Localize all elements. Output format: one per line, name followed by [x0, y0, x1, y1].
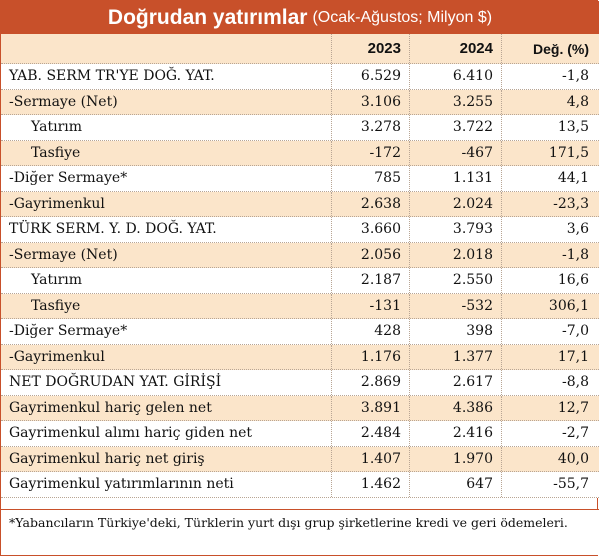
value-2024: 1.970 [409, 447, 501, 472]
value-2023: 2.187 [331, 268, 409, 293]
value-2023: 1.462 [331, 472, 409, 497]
table-row [1, 64, 599, 90]
row-label: -Diğer Sermaye* [9, 323, 128, 340]
change-percent: 12,7 [501, 396, 599, 421]
change-percent: 40,0 [501, 447, 599, 472]
change-percent: 4,8 [501, 90, 599, 115]
change-percent: 13,5 [501, 115, 599, 140]
header-row [1, 34, 599, 64]
table-row [1, 217, 599, 243]
change-percent: 16,6 [501, 268, 599, 293]
table-row [1, 115, 599, 141]
row-label: -Gayrimenkul [9, 348, 105, 365]
table-row [1, 192, 599, 218]
value-2024: 1.131 [409, 166, 501, 191]
value-2024: 2.018 [409, 243, 501, 268]
row-label: Gayrimenkul hariç gelen net [9, 399, 212, 416]
value-2023: 3.891 [331, 396, 409, 421]
table-row [1, 268, 599, 294]
header-label-cell [1, 34, 331, 63]
change-percent: -8,8 [501, 370, 599, 395]
table-row [1, 370, 599, 396]
row-label: Gayrimenkul yatırımlarının neti [9, 476, 234, 493]
table-row [1, 396, 599, 422]
table-row [1, 90, 599, 116]
row-label: -Gayrimenkul [9, 195, 105, 212]
value-2023: 2.056 [331, 243, 409, 268]
value-2024: 6.410 [409, 64, 501, 89]
value-2024: 2.024 [409, 192, 501, 217]
value-2023: 785 [331, 166, 409, 191]
value-2023: 1.407 [331, 447, 409, 472]
table-subtitle: (Ocak-Ağustos; Milyon $) [312, 8, 493, 26]
change-percent: 171,5 [501, 141, 599, 166]
header-2024: 2024 [409, 34, 501, 63]
row-label: Yatırım [31, 119, 83, 136]
table-title: Doğrudan yatırımlar [107, 5, 308, 29]
change-percent: -7,0 [501, 319, 599, 344]
table-row [1, 345, 599, 371]
value-2024: 1.377 [409, 345, 501, 370]
value-2024: 3.722 [409, 115, 501, 140]
value-2023: 3.660 [331, 217, 409, 242]
row-label: -Sermaye (Net) [9, 246, 118, 263]
row-label: Tasfiye [31, 297, 81, 314]
table-row [1, 447, 599, 473]
value-2024: 2.550 [409, 268, 501, 293]
change-percent: -2,7 [501, 421, 599, 446]
row-label: -Diğer Sermaye* [9, 170, 128, 187]
row-label: Yatırım [31, 272, 83, 289]
value-2023: 6.529 [331, 64, 409, 89]
table-row [1, 472, 599, 498]
change-percent: 44,1 [501, 166, 599, 191]
value-2023: 3.106 [331, 90, 409, 115]
change-percent: 17,1 [501, 345, 599, 370]
value-2023: 2.638 [331, 192, 409, 217]
row-label: Tasfiye [31, 144, 81, 161]
row-label: -Sermaye (Net) [9, 93, 118, 110]
title-bar [1, 1, 599, 34]
data-table [1, 34, 599, 498]
value-2024: 3.255 [409, 90, 501, 115]
value-2023: 428 [331, 319, 409, 344]
row-label: YAB. SERM TR'YE DOĞ. YAT. [9, 68, 215, 85]
change-percent: -1,8 [501, 243, 599, 268]
value-2024: 647 [409, 472, 501, 497]
row-label: TÜRK SERM. Y. D. DOĞ. YAT. [9, 221, 217, 238]
value-2023: -172 [331, 141, 409, 166]
table-row [1, 243, 599, 269]
header-change-percent: Değ. (%) [501, 34, 599, 63]
value-2023: 1.176 [331, 345, 409, 370]
value-2023: 2.869 [331, 370, 409, 395]
table-row [1, 141, 599, 167]
change-percent: -1,8 [501, 64, 599, 89]
value-2024: 398 [409, 319, 501, 344]
value-2023: 3.278 [331, 115, 409, 140]
table-row [1, 421, 599, 447]
value-2024: 2.617 [409, 370, 501, 395]
value-2023: -131 [331, 294, 409, 319]
row-label: Gayrimenkul alımı hariç giden net [9, 425, 253, 442]
table-row [1, 294, 599, 320]
table-body [1, 64, 599, 498]
change-percent: -55,7 [501, 472, 599, 497]
value-2023: 2.484 [331, 421, 409, 446]
value-2024: 2.416 [409, 421, 501, 446]
row-label: NET DOĞRUDAN YAT. GİRİŞİ [9, 374, 222, 391]
value-2024: -532 [409, 294, 501, 319]
table-row [1, 166, 599, 192]
value-2024: 4.386 [409, 396, 501, 421]
row-label: Gayrimenkul hariç net giriş [9, 450, 205, 467]
value-2024: -467 [409, 141, 501, 166]
change-percent: 3,6 [501, 217, 599, 242]
change-percent: -23,3 [501, 192, 599, 217]
footnote: *Yabancıların Türkiye'deki, Türklerin yurt dışı grup şirketlerine kredi ve geri ödemeleri. [1, 509, 599, 555]
header-2023: 2023 [331, 34, 409, 63]
change-percent: 306,1 [501, 294, 599, 319]
value-2024: 3.793 [409, 217, 501, 242]
table-row [1, 319, 599, 345]
